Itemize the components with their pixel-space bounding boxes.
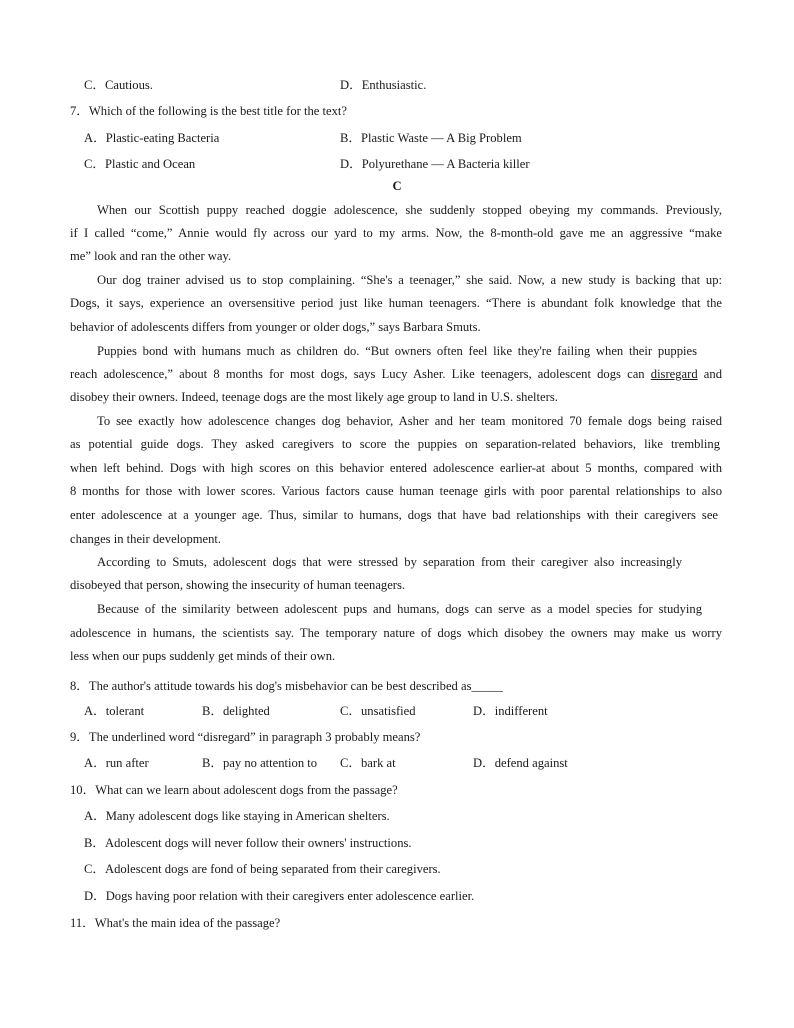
paragraph-line: behavior of adolescents differs from younger or older dogs,” says Barbara Smuts. (70, 320, 481, 334)
text-segment: and (697, 367, 722, 381)
q8-option-a: A．tolerant (84, 704, 145, 718)
q7-option-a: A．Plastic-eating Bacteria (84, 131, 220, 145)
q6-option-d: D．Enthusiastic. (340, 78, 427, 92)
q7-option-d: D．Polyurethane — A Bacteria killer (340, 157, 530, 171)
section-label: C (392, 179, 402, 193)
paragraph-line: me” look and ran the other way. (70, 249, 232, 263)
paragraph-line: According to Smuts, adolescent dogs that were stressed by separation from their caregiver also increasingly (97, 555, 682, 569)
q8-option-d: D．indifferent (473, 704, 548, 718)
paragraph-line: Dogs, it says, experience an oversensitive period just like human teenagers. “There is abundant folk knowledge that the (70, 296, 722, 310)
paragraph-line: When our Scottish puppy reached doggie adolescence, she suddenly stopped obeying my commands. Previously, (97, 203, 722, 217)
paragraph-line: To see exactly how adolescence changes dog behavior, Asher and her team monitored 70 female dogs being raised (97, 414, 722, 428)
q8-option-b: B．delighted (202, 704, 270, 718)
q8-question: 8．The author's attitude towards his dog's misbehavior can be best described as_____ (70, 679, 503, 693)
q9-option-b: B．pay no attention to (202, 756, 318, 770)
underlined-word-disregard: disregard (650, 367, 698, 381)
q10-option-d: D．Dogs having poor relation with their caregivers enter adolescence earlier. (84, 889, 475, 903)
paragraph-line: Puppies bond with humans much as children do. “But owners often feel like they're failing when their puppies (97, 344, 697, 358)
paragraph-line: Our dog trainer advised us to stop complaining. “She's a teenager,” she said. Now, a new study is backing that up: (97, 273, 722, 287)
paragraph-line: adolescence in humans, the scientists say. The temporary nature of dogs which disobey the owners may make us worry (70, 626, 722, 640)
paragraph-line: enter adolescence at a younger age. Thus, similar to humans, dogs that have bad relationships with their caregivers see (70, 508, 718, 522)
paragraph-line: disobeyed that person, showing the insecurity of human teenagers. (70, 578, 406, 592)
q9-option-d: D．defend against (473, 756, 568, 770)
paragraph-line (70, 367, 722, 382)
paragraph-line: changes in their development. (70, 532, 222, 546)
q7-option-c: C．Plastic and Ocean (84, 157, 196, 171)
q10-option-a: A．Many adolescent dogs like staying in American shelters. (84, 809, 390, 823)
q6-option-c: C．Cautious. (84, 78, 153, 92)
q9-option-c: C．bark at (340, 756, 396, 770)
q11-question: 11．What's the main idea of the passage? (70, 916, 281, 930)
paragraph-line: if I called “come,” Annie would fly across our yard to my arms. Now, the 8-month-old gave me an aggressive “make (70, 226, 722, 240)
paragraph-line: less when our pups suddenly get minds of their own. (70, 649, 336, 663)
paragraph-line: disobey their owners. Indeed, teenage dogs are the most likely age group to land in U.S. shelters. (70, 390, 558, 404)
paragraph-line: Because of the similarity between adolescent pups and humans, dogs can serve as a model species for studying (97, 602, 702, 616)
q7-question: 7．Which of the following is the best title for the text? (70, 104, 347, 118)
paragraph-line: when left behind. Dogs with high scores on this behavior entered adolescence earlier-at about 5 months, compared with (70, 461, 722, 475)
q9-option-a: A．run after (84, 756, 149, 770)
paragraph-line: 8 months for those with lower scores. Various factors cause human teenage girls with poor parental relationships to also (70, 484, 722, 498)
q8-option-c: C．unsatisfied (340, 704, 416, 718)
paragraph-line: as potential guide dogs. They asked caregivers to score the puppies on separation-related behaviors, like trembling (70, 437, 720, 451)
q7-option-b: B．Plastic Waste — A Big Problem (340, 131, 522, 145)
q10-option-b: B．Adolescent dogs will never follow their owners' instructions. (84, 836, 412, 850)
text-segment: reach adolescence,” about 8 months for most dogs, says Lucy Asher. Like teenagers, adolescent dogs can (70, 367, 651, 381)
q9-question: 9．The underlined word “disregard” in paragraph 3 probably means? (70, 730, 421, 744)
q10-option-c: C．Adolescent dogs are fond of being separated from their caregivers. (84, 862, 441, 876)
q10-question: 10．What can we learn about adolescent dogs from the passage? (70, 783, 398, 797)
